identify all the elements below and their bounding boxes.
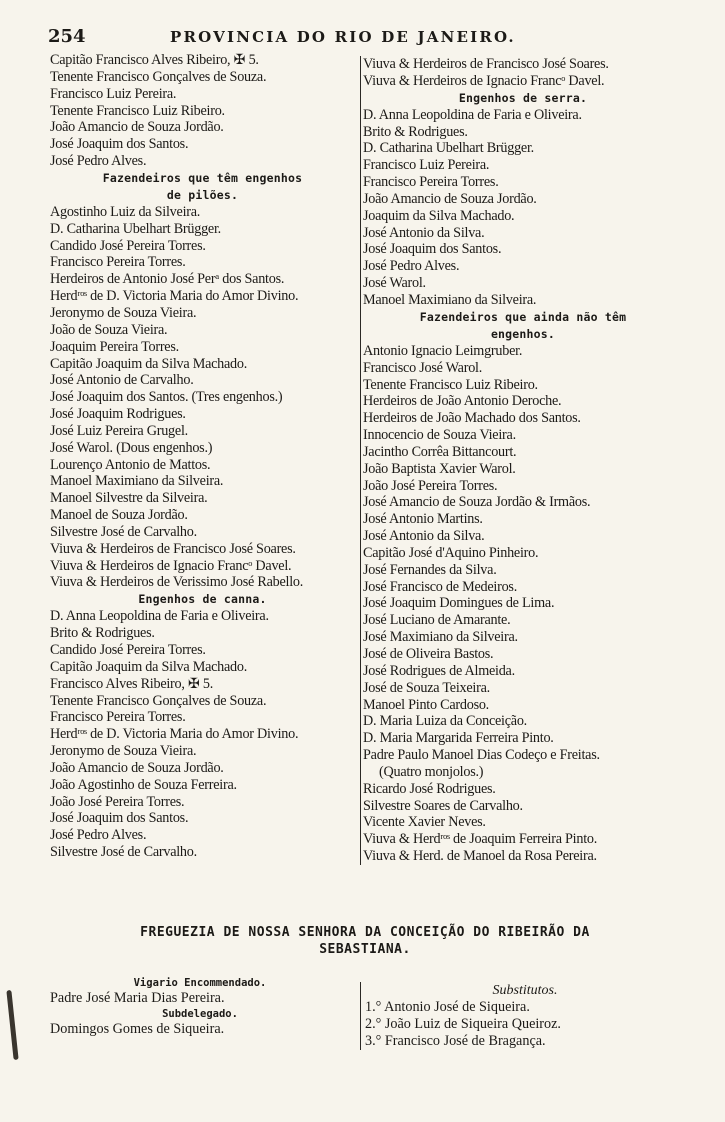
list-item: José Antonio da Silva. xyxy=(363,224,485,241)
page-number: 254 xyxy=(48,26,86,47)
list-item: Francisco Luiz Pereira. xyxy=(363,157,490,174)
list-item: Viuva & Herdʳᵒˢ de Joaquim Ferreira Pinto. xyxy=(363,831,598,848)
list-item: João Amancio de Souza Jordão. xyxy=(50,759,224,776)
list-item: Capitão Joaquim da Silva Machado. xyxy=(50,355,248,372)
vigario-label: Vigario Encommendado. xyxy=(133,977,267,989)
list-item: Joaquim da Silva Machado. xyxy=(363,207,515,224)
list-item: Padre Paulo Manoel Dias Codeço e Freitas. xyxy=(363,747,600,764)
margin-ink-mark xyxy=(6,990,18,1060)
list-item: Joaquim Pereira Torres. xyxy=(50,338,179,355)
right-column xyxy=(360,56,683,865)
list-item: José Pedro Alves. xyxy=(50,153,147,170)
list-item: Antonio Ignacio Leimgruber. xyxy=(363,342,523,359)
list-item: José Pedro Alves. xyxy=(50,827,147,844)
list-item: Tenente Francisco Luiz Ribeiro. xyxy=(363,376,538,393)
list-item: Tenente Francisco Gonçalves de Souza. xyxy=(50,692,267,709)
list-item: José Luciano de Amarante. xyxy=(363,612,511,629)
section-heading: Fazendeiros que ainda não têm xyxy=(419,309,627,324)
list-item: (Quatro monjolos.) xyxy=(379,763,484,780)
list-item: José Joaquim Rodrigues. xyxy=(50,406,186,423)
list-item: José Antonio Martins. xyxy=(363,511,483,528)
list-item: João José Pereira Torres. xyxy=(363,477,498,494)
section-heading: Engenhos de canna. xyxy=(138,592,267,607)
list-item: José Fernandes da Silva. xyxy=(363,561,497,578)
list-item: José Warol. (Dous engenhos.) xyxy=(50,439,213,456)
list-item: Silvestre José de Carvalho. xyxy=(50,523,197,540)
list-item: D. Anna Leopoldina de Faria e Oliveira. xyxy=(363,106,582,123)
list-item: José de Souza Teixeira. xyxy=(363,679,490,696)
list-item: Capitão Francisco Alves Ribeiro, ✠ 5. xyxy=(50,52,259,68)
list-item: Silvestre José de Carvalho. xyxy=(50,844,197,861)
list-item: Herdʳᵒˢ de D. Victoria Maria do Amor Divino. xyxy=(50,726,299,743)
list-item: Jacintho Corrêa Bittancourt. xyxy=(363,443,517,460)
list-item: D. Catharina Ubelhart Brügger. xyxy=(50,220,221,237)
substituto-3: 3.° Francisco José de Bragança. xyxy=(365,1033,546,1049)
list-item: Candido José Pereira Torres. xyxy=(50,642,206,658)
list-item: Manoel Maximiano da Silveira. xyxy=(50,473,224,490)
section-title-line-2: SEBASTIANA. xyxy=(319,942,411,957)
list-item: Francisco José Warol. xyxy=(363,359,483,376)
list-item: Herdeiros de João Machado dos Santos. xyxy=(363,410,581,427)
vigario-name: Padre José Maria Dias Pereira. xyxy=(50,990,225,1006)
list-item: Manoel de Souza Jordão. xyxy=(50,507,188,524)
list-item: D. Catharina Ubelhart Brügger. xyxy=(363,140,534,157)
list-item: Viuva & Herdeiros de Verissimo José Rabello. xyxy=(50,574,304,591)
list-item: Innocencio de Souza Vieira. xyxy=(363,427,516,444)
list-item: João Baptista Xavier Warol. xyxy=(363,460,516,477)
list-item: Francisco Luiz Pereira. xyxy=(50,85,177,102)
list-item: José Rodrigues de Almeida. xyxy=(363,662,515,679)
left-column xyxy=(50,52,355,861)
list-item: Brito & Rodrigues. xyxy=(50,625,155,642)
substituto-2: 2.° João Luiz de Siqueira Queiroz. xyxy=(365,1016,561,1032)
list-item: José Joaquim dos Santos. xyxy=(50,136,189,153)
list-item: Silvestre Soares de Carvalho. xyxy=(363,797,523,814)
list-item: José Joaquim dos Santos. xyxy=(363,241,502,258)
officials-block xyxy=(50,976,680,1056)
list-item: Capitão José d'Aquino Pinheiro. xyxy=(363,544,539,561)
substituto-1: 1.° Antonio José de Siqueira. xyxy=(365,999,530,1015)
list-item: José Joaquim dos Santos. xyxy=(50,810,189,827)
list-item: João Agostinho de Souza Ferreira. xyxy=(50,776,237,793)
list-item: D. Anna Leopoldina de Faria e Oliveira. xyxy=(50,608,269,625)
list-item: Francisco Alves Ribeiro, ✠ 5. xyxy=(50,675,214,692)
list-item: José Francisco de Medeiros. xyxy=(363,578,518,595)
list-item: Viuva & Herdeiros de Francisco José Soares. xyxy=(363,56,609,72)
running-title: PROVINCIA DO RIO DE JANEIRO. xyxy=(170,28,516,46)
list-item: João de Souza Vieira. xyxy=(50,321,168,338)
list-item: Viuva & Herdeiros de Ignacio Francᵒ Davel. xyxy=(50,557,292,574)
list-item: Herdʳᵒˢ de D. Victoria Maria do Amor Divino. xyxy=(50,288,299,305)
list-item: Manoel Silvestre da Silveira. xyxy=(50,490,208,507)
section-heading: engenhos. xyxy=(490,326,556,341)
list-item: Agostinho Luiz da Silveira. xyxy=(50,203,201,220)
list-item: Tenente Francisco Gonçalves de Souza. xyxy=(50,68,267,85)
list-item: D. Maria Luiza da Conceição. xyxy=(363,713,527,730)
list-item: José Luiz Pereira Grugel. xyxy=(50,422,188,439)
list-item: Ricardo José Rodrigues. xyxy=(363,780,496,797)
list-item: Brito & Rodrigues. xyxy=(363,123,468,140)
list-item: Viuva & Herdeiros de Ignacio Francᵒ Davel. xyxy=(363,72,605,89)
list-item: Manoel Maximiano da Silveira. xyxy=(363,291,537,308)
list-item: José Joaquim dos Santos. (Tres engenhos.) xyxy=(50,389,283,406)
list-item: Jeronymo de Souza Vieira. xyxy=(50,304,197,321)
list-item: Francisco Pereira Torres. xyxy=(363,174,499,191)
list-item: Francisco Pereira Torres. xyxy=(50,709,186,726)
section-heading: Fazendeiros que têm engenhos xyxy=(102,170,303,185)
substitutos-label: Substitutos. xyxy=(492,983,558,998)
list-item: D. Maria Margarida Ferreira Pinto. xyxy=(363,730,554,747)
section-heading: de pilões. xyxy=(166,187,239,202)
list-item: Viuva & Herdeiros de Francisco José Soares. xyxy=(50,540,296,557)
list-item: José Antonio da Silva. xyxy=(363,528,485,545)
list-item: João José Pereira Torres. xyxy=(50,793,185,810)
subdelegado-label: Subdelegado. xyxy=(162,1008,238,1020)
list-item: José Joaquim Domingues de Lima. xyxy=(363,595,555,612)
page-header xyxy=(48,26,678,50)
list-item: Francisco Pereira Torres. xyxy=(50,254,186,271)
list-item: Lourenço Antonio de Mattos. xyxy=(50,456,211,473)
officials-right xyxy=(360,982,685,1050)
list-item: José Warol. xyxy=(363,275,426,292)
list-item: Herdeiros de Antonio José Perᵃ dos Santos. xyxy=(50,271,285,288)
list-item: José de Oliveira Bastos. xyxy=(363,646,494,662)
list-item: João Amancio de Souza Jordão. xyxy=(50,119,224,136)
section-title xyxy=(50,924,680,958)
list-item: José Maximiano da Silveira. xyxy=(363,629,518,646)
list-item: João Amancio de Souza Jordão. xyxy=(363,190,537,207)
list-item: José Pedro Alves. xyxy=(363,258,460,275)
list-item: Jeronymo de Souza Vieira. xyxy=(50,743,197,760)
section-heading: Engenhos de serra. xyxy=(458,90,588,105)
list-item: Tenente Francisco Luiz Ribeiro. xyxy=(50,102,225,119)
officials-left xyxy=(50,976,350,1038)
list-item: Candido José Pereira Torres. xyxy=(50,237,206,254)
list-item: Capitão Joaquim da Silva Machado. xyxy=(50,658,248,675)
list-item: Manoel Pinto Cardoso. xyxy=(363,696,489,713)
list-item: Vicente Xavier Neves. xyxy=(363,814,486,831)
list-item: José Antonio de Carvalho. xyxy=(50,372,194,389)
list-item: Viuva & Herd. de Manoel da Rosa Pereira. xyxy=(363,848,597,865)
list-item: Herdeiros de João Antonio Deroche. xyxy=(363,393,562,410)
subdelegado-name: Domingos Gomes de Siqueira. xyxy=(50,1021,225,1037)
list-item: José Amancio de Souza Jordão & Irmãos. xyxy=(363,494,591,511)
section-title-line-1: FREGUEZIA DE NOSSA SENHORA DA CONCEIÇÃO DO RIBEIRÃO DA xyxy=(140,925,590,940)
